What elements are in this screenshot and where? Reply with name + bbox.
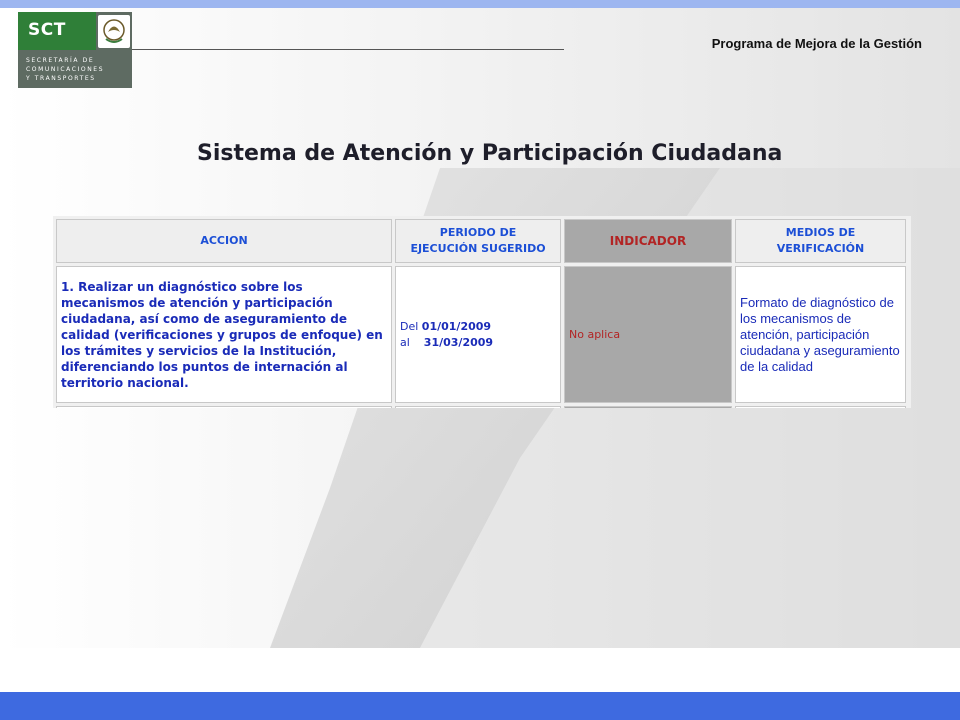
logo-line-1: SECRETARÍA DE [26, 57, 95, 64]
cell-empty [735, 406, 906, 408]
table-row [56, 266, 906, 403]
logo-line-2: COMUNICACIONES [26, 66, 105, 73]
action-table-image [53, 216, 911, 408]
cell-empty [56, 406, 392, 408]
periodo-del-date: 01/01/2009 [421, 319, 492, 333]
logo-acronym: SCT [28, 20, 66, 40]
header-medios [735, 219, 906, 263]
footer-spacer [0, 648, 960, 692]
periodo-del-label: Del [400, 319, 419, 333]
table-row-partial [56, 406, 906, 408]
logo-text-block [26, 56, 104, 83]
cell-accion: 1. Realizar un diagnóstico sobre los mecanismos de atención y participación ciudadana, así como de aseguramiento de calidad (verificaciones y grupos de enfoque) en los trámites y servicios de la Institución, diferenciando los puntos de internación al territorio nacional. [56, 266, 392, 403]
header-medios-line2: VERIFICACIÓN [776, 242, 865, 255]
header-periodo [395, 219, 561, 263]
header-accion: ACCION [56, 219, 392, 263]
header-periodo-line2: EJECUCIÓN SUGERIDO [410, 242, 546, 255]
mexico-seal-icon [98, 15, 130, 48]
logo-line-3: Y TRANSPORTES [26, 75, 96, 82]
cell-medios: Formato de diagnóstico de los mecanismos de atención, participación ciudadana y aseguramiento de la calidad [735, 266, 906, 403]
program-title: Programa de Mejora de la Gestión [711, 36, 922, 51]
page-title: Sistema de Atención y Participación Ciudadana [197, 141, 783, 166]
top-accent-bar [0, 0, 960, 8]
logo-green-block [18, 12, 96, 50]
cell-indicador: No aplica [564, 266, 732, 403]
header-medios-line1: MEDIOS DE [785, 226, 856, 239]
periodo-al-date: 31/03/2009 [423, 335, 494, 349]
action-table [53, 216, 909, 408]
header-periodo-line1: PERIODO DE [439, 226, 517, 239]
cell-periodo [395, 266, 561, 403]
sct-logo [18, 12, 132, 88]
cell-empty [395, 406, 561, 408]
header-indicador: INDICADOR [564, 219, 732, 263]
table-header-row [56, 219, 906, 263]
periodo-al-label: al [400, 335, 410, 349]
header-divider [132, 49, 564, 50]
bottom-accent-bar [0, 692, 960, 720]
cell-empty [564, 406, 732, 408]
